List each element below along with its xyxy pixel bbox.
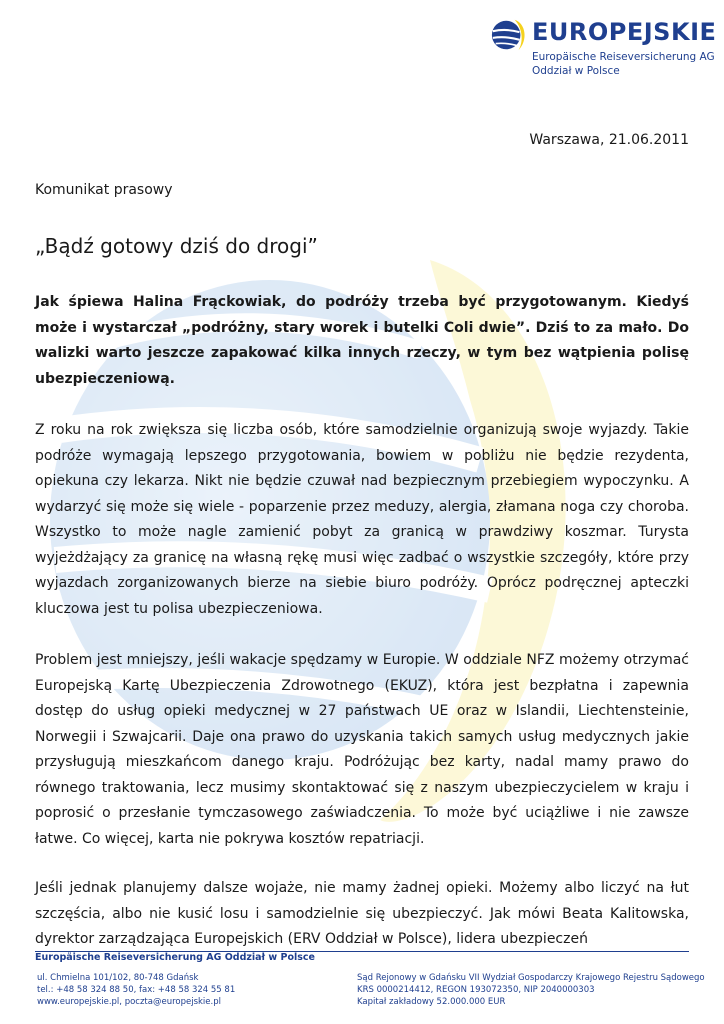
document-kind: Komunikat prasowy [35, 182, 173, 198]
footer-phone: tel.: +48 58 324 88 50, fax: +48 58 324 55 81 [37, 985, 236, 995]
brand-subtitle: Europäische Reiseversicherung AG [532, 51, 715, 63]
footer-capital: Kapitał zakładowy 52.000.000 EUR [357, 997, 506, 1007]
body-paragraph-3: Jeśli jednak planujemy dalsze wojaże, nie mamy żadnej opieki. Możemy albo liczyć na łut szczęścia, albo nie kusić losu i samodzielnie się ubezpieczyć. Jak mówi Beata Kalitowska, dyrektor zarządzająca Europejskich (ERV Oddział w Polsce), lidera ubezpieczeń [35, 880, 689, 947]
brand-name: EUROPEJSKIE [532, 18, 717, 46]
brand-branch: Oddział w Polsce [532, 65, 620, 77]
footer-address: ul. Chmielna 101/102, 80-748 Gdańsk [37, 973, 199, 983]
body-paragraph-1: Z roku na rok zwiększa się liczba osób, które samodzielnie organizują swoje wyjazdy. Takie podróże wymagają lepszego przygotowania, bowiem w pobliżu nie będzie rezydenta, opiekuna czy lekarza. Nikt nie będzie czuwał nad bezpiecznym przebiegiem wypoczynku. A wydarzyć się może się wiele - poparzenie przez meduzy, alergia, złamana noga czy choroba. Wszystko to może nagle zamienić pobyt za granicą w prawdziwy koszmar. Turysta wyjeżdżający za granicę na własną rękę musi więc zadbać o wszystkie szczegóły, które przy wyjazdach zorganizowanych bierze na siebie biuro podróży. Oprócz podręcznej apteczki kluczowa jest tu polisa ubezpieczeniowa. [35, 422, 689, 617]
footer-court: Sąd Rejonowy w Gdańsku VII Wydział Gospodarczy Krajowego Rejestru Sądowego [357, 973, 705, 983]
footer-contact [37, 972, 235, 1008]
footer-registry [357, 972, 705, 1008]
footer-title: Europäische Reiseversicherung AG Oddział w Polsce [35, 952, 319, 963]
page-title: „Bądź gotowy dziś do drogi” [35, 234, 318, 258]
globe-icon [490, 16, 528, 54]
letter-date: Warszawa, 21.06.2011 [529, 132, 689, 148]
footer-ids: KRS 0000214412, REGON 193072350, NIP 2040000303 [357, 985, 595, 995]
footer-web: www.europejskie.pl, poczta@europejskie.pl [37, 997, 221, 1007]
body-paragraph-2: Problem jest mniejszy, jeśli wakacje spędzamy w Europie. W oddziale NFZ możemy otrzymać Europejską Kartę Ubezpieczenia Zdrowotnego (EKUZ), która jest bezpłatna i zapewnia dostęp do usług opieki medycznej w 27 państwach UE oraz w Islandii, Liechtensteinie, Norwegii i Szwajcarii. Daje ona prawo do uzyskania takich samych usług medycznych jakie przysługują mieszkańcom danego kraju. Podróżując bez karty, nadal mamy prawo do równego traktowania, lecz musimy skontaktować się z naszym ubezpieczycielem w kraju i poprosić o przesłanie tymczasowego zaświadczenia. To może być uciążliwe i nie zawsze łatwe. Co więcej, karta nie pokrywa kosztów repatriacji. [35, 652, 689, 847]
lead-paragraph: Jak śpiewa Halina Frąckowiak, do podróży trzeba być przygotowanym. Kiedyś może i wystarczał „podróżny, stary worek i butelki Coli dwie”. Dziś to za mało. Do walizki warto jeszcze zapakować kilka innych rzeczy, w tym bez wątpienia polisę ubezpieczeniową. [35, 294, 689, 387]
